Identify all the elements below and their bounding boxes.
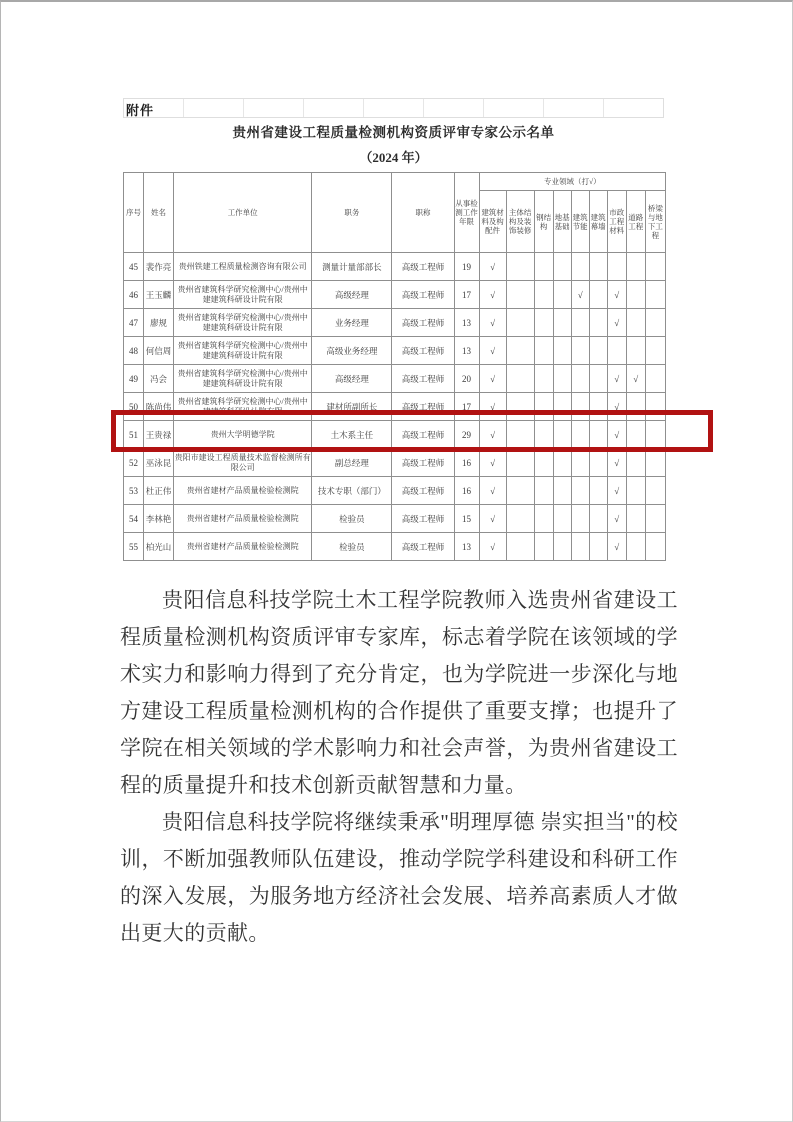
table-row bbox=[124, 421, 666, 449]
header-specialty-steel: 钢结构 bbox=[534, 191, 553, 253]
cell-check-foundation bbox=[553, 505, 571, 533]
cell-check-municipal: √ bbox=[607, 477, 626, 505]
cell-check-municipal: √ bbox=[607, 309, 626, 337]
cell-check-materials: √ bbox=[479, 449, 506, 477]
cell-check-steel bbox=[534, 337, 553, 365]
cell-name: 王玉麟 bbox=[144, 281, 174, 309]
cell-name: 何信周 bbox=[144, 337, 174, 365]
cell-check-materials: √ bbox=[479, 253, 506, 281]
cell-unit: 贵州铁建工程质量检测咨询有限公司 bbox=[174, 253, 312, 281]
cell-check-structure bbox=[506, 449, 534, 477]
attachment-strip bbox=[123, 98, 664, 118]
cell-check-municipal: √ bbox=[607, 505, 626, 533]
header-unit: 工作单位 bbox=[174, 173, 312, 253]
cell-check-steel bbox=[534, 309, 553, 337]
cell-check-bridge bbox=[645, 533, 665, 561]
cell-check-structure bbox=[506, 533, 534, 561]
cell-position: 建材所副所长 bbox=[312, 393, 392, 421]
cell-check-road bbox=[626, 505, 645, 533]
cell-index: 51 bbox=[124, 421, 144, 449]
table-row bbox=[124, 477, 666, 505]
cell-check-steel bbox=[534, 449, 553, 477]
cell-unit: 贵阳市建设工程质量技术监督检测所有限公司 bbox=[174, 449, 312, 477]
header-specialty-road: 道路工程 bbox=[626, 191, 645, 253]
table-header bbox=[124, 173, 666, 253]
expert-table bbox=[123, 172, 666, 561]
cell-check-road bbox=[626, 253, 645, 281]
cell-unit: 贵州省建材产品质量检验检测院 bbox=[174, 477, 312, 505]
table-row bbox=[124, 365, 666, 393]
cell-name: 李林艳 bbox=[144, 505, 174, 533]
cell-name: 杜正伟 bbox=[144, 477, 174, 505]
cell-check-structure bbox=[506, 393, 534, 421]
cell-check-bridge bbox=[645, 449, 665, 477]
cell-name: 廖规 bbox=[144, 309, 174, 337]
body-paragraph-1: 贵阳信息科技学院土木工程学院教师入选贵州省建设工程质量检测机构资质评审专家库，标志着学院在该领域的学术实力和影响力得到了充分肯定，也为学院进一步深化与地方建设工程质量检测机构的合作提供了重要支撑；也提升了学院在相关领域的学术影响力和社会声誉，为贵州省建设工程的质量提升和技术创新贡献智慧和力量。 bbox=[120, 588, 678, 797]
cell-check-foundation bbox=[553, 477, 571, 505]
cell-check-bridge bbox=[645, 393, 665, 421]
cell-check-road bbox=[626, 393, 645, 421]
cell-check-road bbox=[626, 449, 645, 477]
cell-check-bridge bbox=[645, 505, 665, 533]
cell-years: 17 bbox=[454, 393, 479, 421]
cell-check-curtainwall bbox=[589, 505, 607, 533]
cell-index: 45 bbox=[124, 253, 144, 281]
header-specialty-foundation: 地基基础 bbox=[553, 191, 571, 253]
cell-unit: 贵州省建材产品质量检验检测院 bbox=[174, 505, 312, 533]
cell-title: 高级工程师 bbox=[392, 253, 454, 281]
cell-check-materials: √ bbox=[479, 309, 506, 337]
cell-position: 检验员 bbox=[312, 533, 392, 561]
cell-unit: 贵州省建筑科学研究检测中心/贵州中建建筑科研设计院有限 bbox=[174, 365, 312, 393]
cell-check-foundation bbox=[553, 533, 571, 561]
cell-check-energy bbox=[571, 393, 589, 421]
cell-check-foundation bbox=[553, 421, 571, 449]
cell-name: 王贵禄 bbox=[144, 421, 174, 449]
cell-check-energy bbox=[571, 533, 589, 561]
cell-check-foundation bbox=[553, 281, 571, 309]
cell-title: 高级工程师 bbox=[392, 337, 454, 365]
cell-check-steel bbox=[534, 281, 553, 309]
cell-check-curtainwall bbox=[589, 281, 607, 309]
cell-check-structure bbox=[506, 253, 534, 281]
cell-check-curtainwall bbox=[589, 421, 607, 449]
cell-check-structure bbox=[506, 309, 534, 337]
cell-years: 16 bbox=[454, 449, 479, 477]
cell-name: 柏光山 bbox=[144, 533, 174, 561]
cell-name: 巫泳昆 bbox=[144, 449, 174, 477]
cell-check-road bbox=[626, 477, 645, 505]
cell-check-road bbox=[626, 281, 645, 309]
cell-check-bridge bbox=[645, 281, 665, 309]
cell-years: 15 bbox=[454, 505, 479, 533]
cell-position: 检验员 bbox=[312, 505, 392, 533]
cell-check-foundation bbox=[553, 309, 571, 337]
cell-years: 13 bbox=[454, 337, 479, 365]
header-years: 从事检测工作年限 bbox=[454, 173, 479, 253]
cell-check-materials: √ bbox=[479, 393, 506, 421]
cell-check-curtainwall bbox=[589, 337, 607, 365]
header-specialty-structure: 主体结构及装饰装修 bbox=[506, 191, 534, 253]
cell-check-energy bbox=[571, 337, 589, 365]
cell-check-foundation bbox=[553, 449, 571, 477]
cell-check-steel bbox=[534, 421, 553, 449]
cell-check-materials: √ bbox=[479, 505, 506, 533]
header-index: 序号 bbox=[124, 173, 144, 253]
cell-check-municipal: √ bbox=[607, 421, 626, 449]
cell-years: 13 bbox=[454, 533, 479, 561]
cell-check-road bbox=[626, 533, 645, 561]
cell-check-steel bbox=[534, 253, 553, 281]
cell-check-bridge bbox=[645, 477, 665, 505]
cell-unit: 贵州省建筑科学研究检测中心/贵州中建建筑科研设计院有限 bbox=[174, 393, 312, 421]
cell-check-materials: √ bbox=[479, 533, 506, 561]
cell-check-road bbox=[626, 337, 645, 365]
cell-index: 49 bbox=[124, 365, 144, 393]
cell-check-energy bbox=[571, 365, 589, 393]
table-row bbox=[124, 505, 666, 533]
cell-name: 冯会 bbox=[144, 365, 174, 393]
expert-table-body bbox=[124, 253, 666, 561]
cell-check-municipal: √ bbox=[607, 365, 626, 393]
doc-subtitle: （2024 年） bbox=[359, 150, 428, 165]
cell-index: 47 bbox=[124, 309, 144, 337]
cell-check-curtainwall bbox=[589, 449, 607, 477]
cell-check-materials: √ bbox=[479, 477, 506, 505]
table-row bbox=[124, 309, 666, 337]
cell-years: 16 bbox=[454, 477, 479, 505]
cell-check-road bbox=[626, 309, 645, 337]
cell-check-steel bbox=[534, 533, 553, 561]
cell-title: 高级工程师 bbox=[392, 365, 454, 393]
cell-check-road bbox=[626, 421, 645, 449]
cell-check-curtainwall bbox=[589, 533, 607, 561]
cell-unit: 贵州大学明德学院 bbox=[174, 421, 312, 449]
cell-title: 高级工程师 bbox=[392, 505, 454, 533]
cell-position: 高级经理 bbox=[312, 281, 392, 309]
cell-index: 46 bbox=[124, 281, 144, 309]
header-specialty-materials: 建筑材料及构配件 bbox=[479, 191, 506, 253]
cell-check-structure bbox=[506, 505, 534, 533]
cell-check-bridge bbox=[645, 309, 665, 337]
cell-index: 48 bbox=[124, 337, 144, 365]
cell-name: 陈尚伟 bbox=[144, 393, 174, 421]
cell-check-energy bbox=[571, 253, 589, 281]
cell-title: 高级工程师 bbox=[392, 421, 454, 449]
header-position: 职务 bbox=[312, 173, 392, 253]
table-row bbox=[124, 337, 666, 365]
header-specialty-municipal: 市政工程材料 bbox=[607, 191, 626, 253]
cell-check-municipal: √ bbox=[607, 281, 626, 309]
cell-position: 测量计量部部长 bbox=[312, 253, 392, 281]
cell-check-energy bbox=[571, 505, 589, 533]
cell-check-steel bbox=[534, 477, 553, 505]
cell-check-foundation bbox=[553, 253, 571, 281]
cell-check-municipal: √ bbox=[607, 533, 626, 561]
cell-check-energy bbox=[571, 477, 589, 505]
cell-check-structure bbox=[506, 337, 534, 365]
cell-title: 高级工程师 bbox=[392, 533, 454, 561]
cell-check-road: √ bbox=[626, 365, 645, 393]
cell-check-municipal: √ bbox=[607, 449, 626, 477]
cell-check-energy bbox=[571, 421, 589, 449]
cell-title: 高级工程师 bbox=[392, 309, 454, 337]
cell-position: 技术专职（部门） bbox=[312, 477, 392, 505]
cell-position: 土木系主任 bbox=[312, 421, 392, 449]
table-row bbox=[124, 253, 666, 281]
table-row bbox=[124, 281, 666, 309]
body-text bbox=[120, 582, 678, 952]
cell-index: 55 bbox=[124, 533, 144, 561]
cell-check-materials: √ bbox=[479, 337, 506, 365]
table-row bbox=[124, 393, 666, 421]
cell-check-steel bbox=[534, 365, 553, 393]
cell-title: 高级工程师 bbox=[392, 393, 454, 421]
cell-years: 29 bbox=[454, 421, 479, 449]
header-specialty-bridge: 桥梁与地下工程 bbox=[645, 191, 665, 253]
cell-unit: 贵州省建筑科学研究检测中心/贵州中建建筑科研设计院有限 bbox=[174, 281, 312, 309]
cell-index: 53 bbox=[124, 477, 144, 505]
cell-check-steel bbox=[534, 505, 553, 533]
cell-index: 54 bbox=[124, 505, 144, 533]
cell-position: 业务经理 bbox=[312, 309, 392, 337]
cell-check-materials: √ bbox=[479, 365, 506, 393]
cell-unit: 贵州省建筑科学研究检测中心/贵州中建建筑科研设计院有限 bbox=[174, 337, 312, 365]
cell-check-structure bbox=[506, 365, 534, 393]
cell-check-municipal bbox=[607, 253, 626, 281]
cell-years: 17 bbox=[454, 281, 479, 309]
cell-check-bridge bbox=[645, 253, 665, 281]
cell-years: 19 bbox=[454, 253, 479, 281]
cell-index: 50 bbox=[124, 393, 144, 421]
cell-check-bridge bbox=[645, 337, 665, 365]
table-row bbox=[124, 449, 666, 477]
cell-check-curtainwall bbox=[589, 393, 607, 421]
cell-check-curtainwall bbox=[589, 253, 607, 281]
cell-position: 副总经理 bbox=[312, 449, 392, 477]
cell-check-energy bbox=[571, 309, 589, 337]
cell-check-materials: √ bbox=[479, 421, 506, 449]
cell-title: 高级工程师 bbox=[392, 449, 454, 477]
cell-check-bridge bbox=[645, 365, 665, 393]
cell-check-municipal bbox=[607, 337, 626, 365]
cell-check-curtainwall bbox=[589, 365, 607, 393]
cell-check-curtainwall bbox=[589, 309, 607, 337]
cell-check-foundation bbox=[553, 393, 571, 421]
cell-position: 高级经理 bbox=[312, 365, 392, 393]
header-specialty-energy: 建筑节能 bbox=[571, 191, 589, 253]
cell-years: 13 bbox=[454, 309, 479, 337]
header-name: 姓名 bbox=[144, 173, 174, 253]
cell-check-foundation bbox=[553, 365, 571, 393]
cell-index: 52 bbox=[124, 449, 144, 477]
table-row bbox=[124, 533, 666, 561]
cell-check-steel bbox=[534, 393, 553, 421]
body-paragraph-2: 贵阳信息科技学院将继续秉承"明理厚德 崇实担当"的校训，不断加强教师队伍建设，推动学院学科建设和科研工作的深入发展，为服务地方经济社会发展、培养高素质人才做出更大的贡献。 bbox=[120, 810, 678, 945]
header-specialty-curtainwall: 建筑幕墙 bbox=[589, 191, 607, 253]
cell-check-structure bbox=[506, 281, 534, 309]
cell-name: 裴作亮 bbox=[144, 253, 174, 281]
cell-check-energy bbox=[571, 449, 589, 477]
attachment-label: 附件 bbox=[126, 103, 155, 118]
cell-position: 高级业务经理 bbox=[312, 337, 392, 365]
cell-unit: 贵州省建筑科学研究检测中心/贵州中建建筑科研设计院有限 bbox=[174, 309, 312, 337]
doc-title: 贵州省建设工程质量检测机构资质评审专家公示名单 bbox=[232, 125, 555, 140]
cell-check-structure bbox=[506, 477, 534, 505]
cell-check-materials: √ bbox=[479, 281, 506, 309]
cell-check-curtainwall bbox=[589, 477, 607, 505]
cell-check-municipal: √ bbox=[607, 393, 626, 421]
cell-check-bridge bbox=[645, 421, 665, 449]
header-specialty-group: 专业领域（打√） bbox=[479, 173, 665, 191]
header-title: 职称 bbox=[392, 173, 454, 253]
cell-check-structure bbox=[506, 421, 534, 449]
cell-title: 高级工程师 bbox=[392, 477, 454, 505]
cell-years: 20 bbox=[454, 365, 479, 393]
cell-title: 高级工程师 bbox=[392, 281, 454, 309]
cell-check-energy: √ bbox=[571, 281, 589, 309]
cell-check-foundation bbox=[553, 337, 571, 365]
cell-unit: 贵州省建材产品质量检验检测院 bbox=[174, 533, 312, 561]
